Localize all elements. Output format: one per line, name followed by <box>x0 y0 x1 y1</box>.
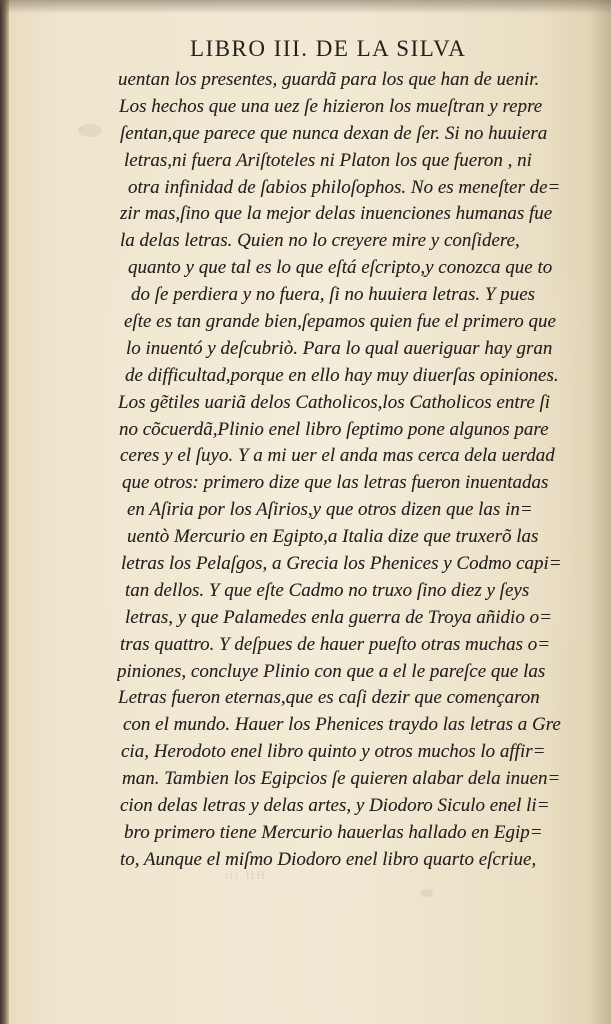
text-line: la delas letras. Quien no lo creyere mire y conſidere, <box>120 230 520 252</box>
text-line: uentò Mercurio en Egipto,a Italia dize que truxerõ las <box>127 526 539 548</box>
paper-stain <box>78 124 102 137</box>
text-line: con el mundo. Hauer los Phenices traydo las letras a Gre <box>123 714 561 736</box>
text-line: en Aſiria por los Aſirios,y que otros dizen que las in= <box>127 499 533 521</box>
text-line: tan dellos. Y que eſte Cadmo no truxo ſino diez y ſeys <box>125 579 530 601</box>
text-line: quanto y que tal es lo que eſtá eſcripto,y conozca que to <box>128 257 553 279</box>
text-line: piniones, concluye Plinio con que a el le pareſce que las <box>117 660 546 682</box>
main-text-block <box>116 67 576 877</box>
text-line: cion delas letras y delas artes, y Diodoro Siculo enel li= <box>120 795 550 817</box>
running-head: LIBRO III. DE LA SILVA <box>190 36 467 61</box>
right-shadow <box>589 0 611 1024</box>
text-line: letras, y que Palamedes enla guerra de Troya añidio o= <box>125 606 552 628</box>
text-line: tras quattro. Y deſpues de hauer pueſto otras muchas o= <box>120 633 551 655</box>
text-line: no cõcuerdã,Plinio enel libro ſeptimo pone algunos pare <box>119 418 549 440</box>
text-line: bro primero tiene Mercurio hauerlas hallado en Egip= <box>124 821 543 843</box>
text-line: Los hechos que una uez ſe hizieron los mueſtran y repre <box>119 95 543 117</box>
text-line: zir mas,ſino que la mejor delas inuenciones humanas fue <box>120 203 553 225</box>
paper-stain <box>420 889 433 897</box>
text-line: Letras fueron eternas,que es caſi dezir que començaron <box>118 687 540 709</box>
text-line: uentan los presentes, guardã para los que han de uenir. <box>118 69 540 90</box>
top-shadow <box>0 0 611 14</box>
text-line: otra infinidad de ſabios philoſophos. No es meneſter de= <box>128 176 561 198</box>
text-line: letras,ni fuera Ariſtoteles ni Platon los que fueron , ni <box>124 149 532 171</box>
text-line: cia, Herodoto enel libro quinto y otros muchos lo affir= <box>121 741 546 763</box>
text-line: letras los Pelaſgos, a Grecia los Phenices y Codmo capi= <box>121 553 562 575</box>
text-line: que otros: primero dize que las letras fueron inuentadas <box>122 472 549 494</box>
binding-edge <box>0 0 9 1024</box>
text-line: de difficultad,porque en ello hay muy diuerſas opiniones. <box>125 364 559 386</box>
show-through-mark: HH.iii <box>222 871 265 882</box>
text-line: man. Tambien los Egipcios ſe quieren alabar dela inuen= <box>122 768 561 790</box>
text-line: eſte es tan grande bien,ſepamos quien fue el primero que <box>124 311 556 333</box>
text-line: lo inuentó y deſcubriò. Para lo qual aueriguar hay gran <box>126 337 553 359</box>
text-line: ſentan,que parece que nunca dexan de ſer. Si no huuiera <box>120 122 548 144</box>
text-line: ceres y el ſuyo. Y a mi uer el anda mas cerca dela uerdad <box>120 445 555 467</box>
text-line: Los gẽtiles uariã delos Catholicos,los Catholicos entre ſi <box>118 391 551 413</box>
text-line: to, Aunque el miſmo Diodoro enel libro quarto eſcriue, <box>120 848 537 870</box>
text-line: do ſe perdiera y no fuera, ſi no huuiera letras. Y pues <box>131 284 536 306</box>
